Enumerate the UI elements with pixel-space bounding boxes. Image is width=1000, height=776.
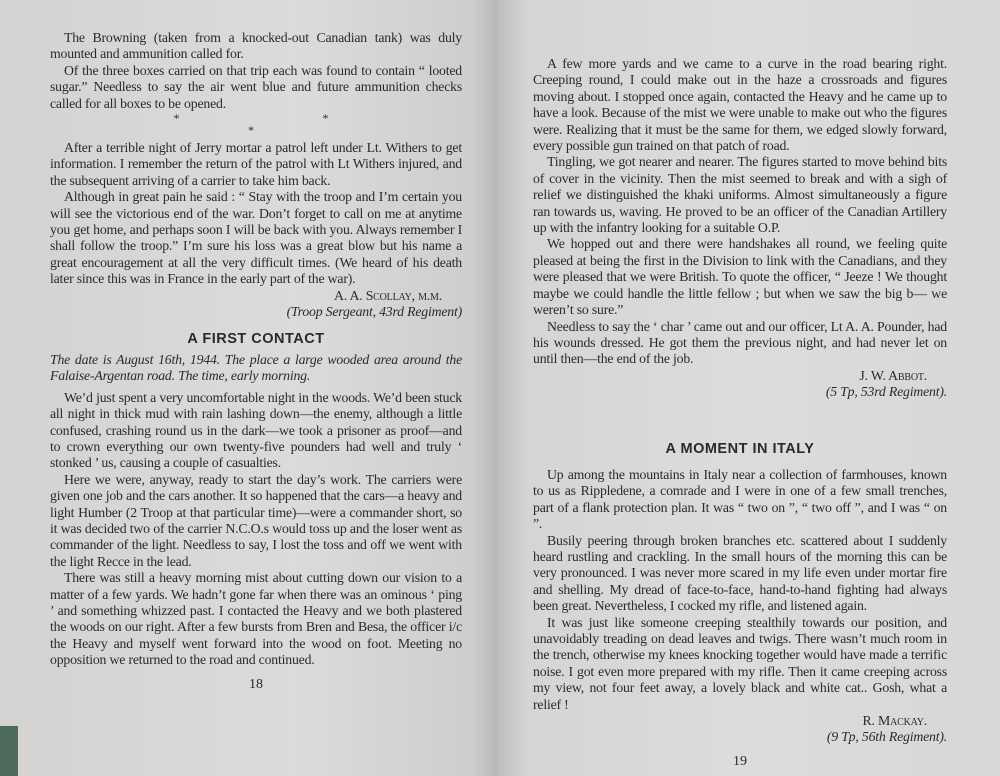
left-page-text — [50, 30, 462, 693]
signature-unit: (9 Tp, 56th Regiment). — [826, 729, 947, 745]
signature-name: R. Mackay. — [862, 713, 927, 729]
section-intro: The date is August 16th, 1944. The place a large wooded area around the Falaise-Argentan road. The time, early morning. — [50, 351, 462, 384]
paragraph: We’d just spent a very uncomfortable night in the woods. We’d been stuck all night in thick mud with rain lashing down—the enemy, although a little confused, crashing round us in the dark—we took a prisoner as proof—and to crown everything our own twenty-five pounders had well and truly ‘ stonked ’ us, causing a couple of casualties. — [50, 389, 462, 471]
paragraph: Busily peering through broken branches etc. scattered about I suddenly heard rustling and crackling. In the small hours of the morning this can be very pronounced. I was never more scared in my life even under mortar fire and shelling. My dread of face-to-face, hand-to-hand fighting had always been great. Nevertheless, I cocked my rifle, and listened again. — [533, 532, 947, 614]
paragraph: There was still a heavy morning mist about cutting down our vision to a matter of a few yards. We hadn’t gone far when there was an ominous ‘ ping ’ and something whizzed past. I contacted the Heavy and we both plastered the woods on our right. After a few bursts from Bren and Besa, the officer i/c the Heavy and myself went forward into the wood on foot. Meeting no opposition we returned to the road and continued. — [50, 570, 462, 668]
paragraph: Although in great pain he said : “ Stay with the troop and I’m certain you will see the victorious end of the war. Don’t forget to call on me at anytime you get home, and perhaps soon I will be back with you. Always remember I shall follow the troop.” I’m sure his loss was a great blow but his name a great encouragement at all the very difficult times. (We heard of his death later since this was in France in the early part of the war). — [50, 189, 462, 287]
paragraph: Of the three boxes carried on that trip each was found to contain “ looted sugar.” Needless to say the air went blue and future ammunition checks called for all boxes to be opened. — [50, 62, 462, 111]
page-number: 18 — [249, 676, 263, 692]
signature-unit: (Troop Sergeant, 43rd Regiment) — [286, 304, 462, 320]
paragraph: It was just like someone creeping stealthily towards our position, and unavoidably treading on dead leaves and twigs. There wasn’t much room in the trench, otherwise my knees knocking together would have made a terrific noise. I got even more prepared with my rifle. Then it came creeping across my view, not four feet away, a lovely black and white cat.. Gosh, what a relief ! — [533, 614, 947, 712]
paragraph: Tingling, we got nearer and nearer. The figures started to move behind bits of cover in the vicinity. Then the mist seemed to break and with a sigh of relief we distinguished the khaki uniforms. Almost simultaneously a figure ran towards us, waving. He proved to be an officer of the Canadian Artillery up with the infantry looking for a suitable O.P. — [533, 154, 947, 236]
right-page — [497, 0, 1000, 776]
section-title: A FIRST CONTACT — [187, 330, 325, 347]
left-page — [0, 0, 497, 776]
paragraph: Needless to say the ‘ char ’ came out and our officer, Lt A. A. Pounder, had his wounds dressed. He got them the previous night, and had never let on until then—the end of the job. — [533, 318, 947, 367]
paragraph: The Browning (taken from a knocked-out Canadian tank) was duly mounted and ammunition called for. — [50, 30, 462, 62]
right-page-text — [533, 56, 947, 770]
signature-unit: (5 Tp, 53rd Regiment). — [825, 384, 947, 400]
paragraph: A few more yards and we came to a curve in the road bearing right. Creeping round, I could make out in the haze a crossroads and figures moving about. I stopped once again, contacted the Heavy and he came up to have a look. Because of the mist we were unable to make out who the figures were. Realizing that it must be the same for them, we edged slowly forward, every possible gun trained on that patch of road. — [533, 56, 947, 154]
page-number: 19 — [733, 753, 747, 769]
signature-name: A. A. Scollay, m.m. — [333, 287, 442, 303]
section-separator: * * * — [173, 111, 399, 138]
paragraph: Here we were, anyway, ready to start the day’s work. The carriers were given one job and the cars another. It so happened that the cars—a heavy and light Humber (2 Troop at that particular time)—were a commander short, so it was decided two of the carrier N.C.O.s would toss up and the loser went as commander of the light. Needless to say, I lost the toss and off we went with the light Recce in the lead. — [50, 471, 462, 569]
book-cover-edge — [0, 726, 18, 776]
signature-name: J. W. Abbot. — [859, 367, 927, 383]
paragraph: We hopped out and there were handshakes all round, we feeling quite pleased at being the first in the Division to link with the Canadians, and they were pleased that we were British. To quote the officer, “ Jeeze ! We thought maybe we could handle the little fellow ; but when we saw the big b— we weren’t so sure.” — [533, 236, 947, 318]
paragraph: After a terrible night of Jerry mortar a patrol left under Lt. Withers to get information. I remember the return of the patrol with Lt Withers injured, and the subsequent arriving of a carrier to take him back. — [50, 140, 462, 188]
section-title: A MOMENT IN ITALY — [665, 440, 815, 457]
paragraph: Up among the mountains in Italy near a collection of farmhouses, known to us as Rippledene, a comrade and I were in one of a few small trenches, part of a flank protection plan. It was “ two on ”, “ two off ”, and I was “ on ”. — [533, 466, 947, 532]
